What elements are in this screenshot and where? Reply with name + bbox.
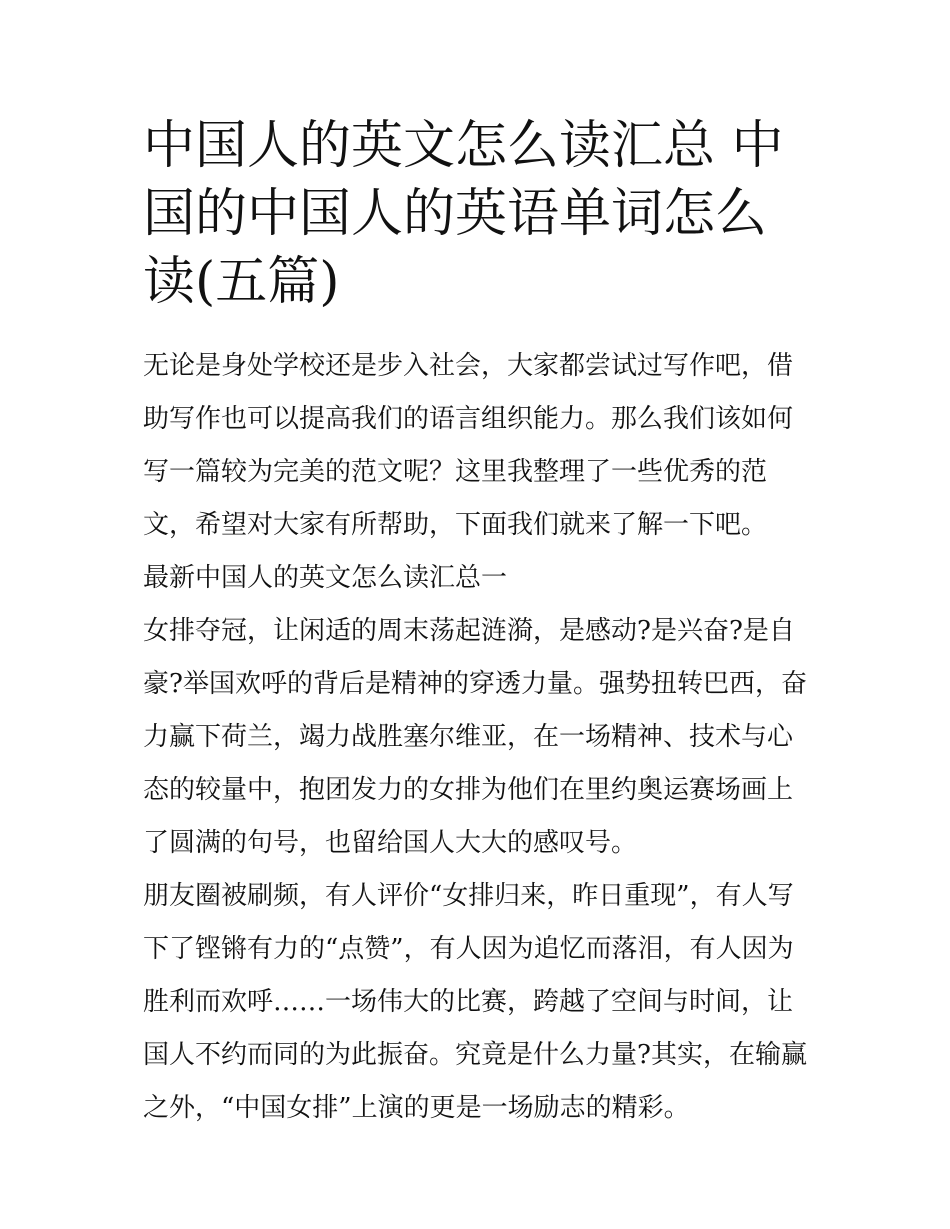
section-heading: 最新中国人的英文怎么读汇总一 xyxy=(143,563,508,593)
intro-paragraph: 无论是身处学校还是步入社会，大家都尝试过写作吧，借助写作也可以提高我们的语言组织能力。那么我们该如何写一篇较为完美的范文呢？这里我整理了一些优秀的范文，希望对大家有所帮助，下面我们就来了解一下吧。 xyxy=(143,351,794,540)
body-paragraph: 女排夺冠，让闲适的周末荡起涟漪，是感动?是兴奋?是自豪?举国欢呼的背后是精神的穿透力量。强势扭转巴西，奋力赢下荷兰，竭力战胜塞尔维亚，在一场精神、技术与心态的较量中，抱团发力的女排为他们在里约奥运赛场画上了圆满的句号，也留给国人大大的感叹号。 xyxy=(143,616,807,858)
document-title: 中国人的英文怎么读汇总 中国的中国人的英语单词怎么读(五篇) xyxy=(143,116,784,312)
document-body xyxy=(143,340,815,1135)
document-page xyxy=(143,112,815,1135)
body-paragraph: 朋友圈被刷频，有人评价“女排归来，昨日重现”，有人写下了铿锵有力的“点赞”，有人因为追忆而落泪，有人因为胜利而欢呼……一场伟大的比赛，跨越了空间与时间，让国人不约而同的为此振奋。究竟是什么力量?其实，在输赢之外，“中国女排”上演的更是一场励志的精彩。 xyxy=(143,881,807,1123)
